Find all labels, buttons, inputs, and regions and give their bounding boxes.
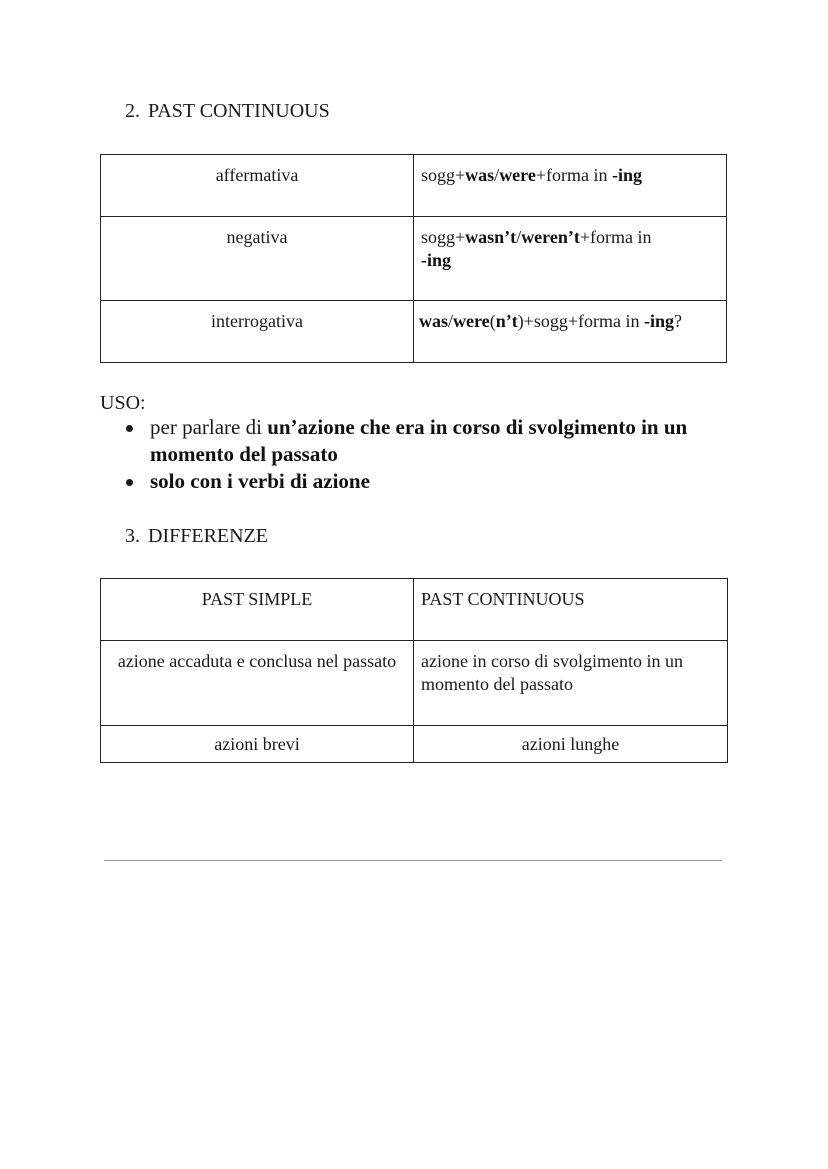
section-heading-past-continuous xyxy=(125,99,330,123)
formula-text: +forma in xyxy=(579,227,652,247)
formula-bold: weren’t xyxy=(521,227,580,247)
formula-text: sogg+ xyxy=(421,165,466,185)
section-title: DIFFERENZE xyxy=(148,525,268,547)
table-cell: azione in corso di svolgimento in un momento del passato xyxy=(414,641,728,726)
table-cell: azioni brevi xyxy=(101,726,414,763)
uso-list xyxy=(124,414,744,495)
formula-text: / xyxy=(516,227,522,247)
formula-bold: -ing xyxy=(643,311,674,331)
uso-label: USO: xyxy=(100,392,146,414)
formula-text: ? xyxy=(673,311,682,331)
formula-bold: was xyxy=(465,165,495,185)
bullet-icon xyxy=(126,425,133,432)
table-row xyxy=(101,217,727,301)
differenze-table xyxy=(100,578,728,763)
list-item-text: per parlare di xyxy=(150,415,268,439)
table-cell-label: affermativa xyxy=(101,155,414,217)
table-row xyxy=(101,301,727,363)
table-cell-formula xyxy=(414,155,727,217)
formula-text: )+sogg+forma in xyxy=(517,311,644,331)
formula-bold: n’t xyxy=(495,311,518,331)
formula-bold: -ing xyxy=(421,250,452,270)
list-item xyxy=(124,468,744,495)
table-row xyxy=(101,641,728,726)
list-item xyxy=(124,414,744,468)
formula-text: sogg+ xyxy=(421,227,466,247)
bullet-icon xyxy=(126,479,133,486)
formula-text: / xyxy=(494,165,500,185)
formula-text: +forma in xyxy=(535,165,612,185)
table-cell-formula xyxy=(414,217,727,301)
list-item-bold-text: un’azione che era in corso di svolgimento in un momento del passato xyxy=(150,415,688,466)
formula-bold: -ing xyxy=(611,165,642,185)
formula-bold: was xyxy=(419,311,449,331)
table-cell-formula xyxy=(414,301,727,363)
section-number: 3. xyxy=(125,525,140,547)
formula-bold: wasn’t xyxy=(465,227,517,247)
table-cell: azione accaduta e conclusa nel passato xyxy=(101,641,414,726)
table-header-cell: PAST CONTINUOUS xyxy=(414,579,728,641)
section-heading-differenze xyxy=(125,524,268,548)
table-cell-label: negativa xyxy=(101,217,414,301)
table-header-cell: PAST SIMPLE xyxy=(101,579,414,641)
table-row xyxy=(101,155,727,217)
formula-text: / xyxy=(448,311,454,331)
section-title: PAST CONTINUOUS xyxy=(148,100,330,122)
table-header-row xyxy=(101,579,728,641)
section-number: 2. xyxy=(125,100,140,122)
table-cell-label: interrogativa xyxy=(101,301,414,363)
table-row xyxy=(101,726,728,763)
formula-text: ( xyxy=(489,311,496,331)
table-cell: azioni lunghe xyxy=(414,726,728,763)
horizontal-divider xyxy=(104,860,722,861)
past-continuous-table xyxy=(100,154,727,363)
formula-bold: were xyxy=(453,311,490,331)
list-item-bold-text: solo con i verbi di azione xyxy=(150,469,370,493)
formula-bold: were xyxy=(499,165,536,185)
